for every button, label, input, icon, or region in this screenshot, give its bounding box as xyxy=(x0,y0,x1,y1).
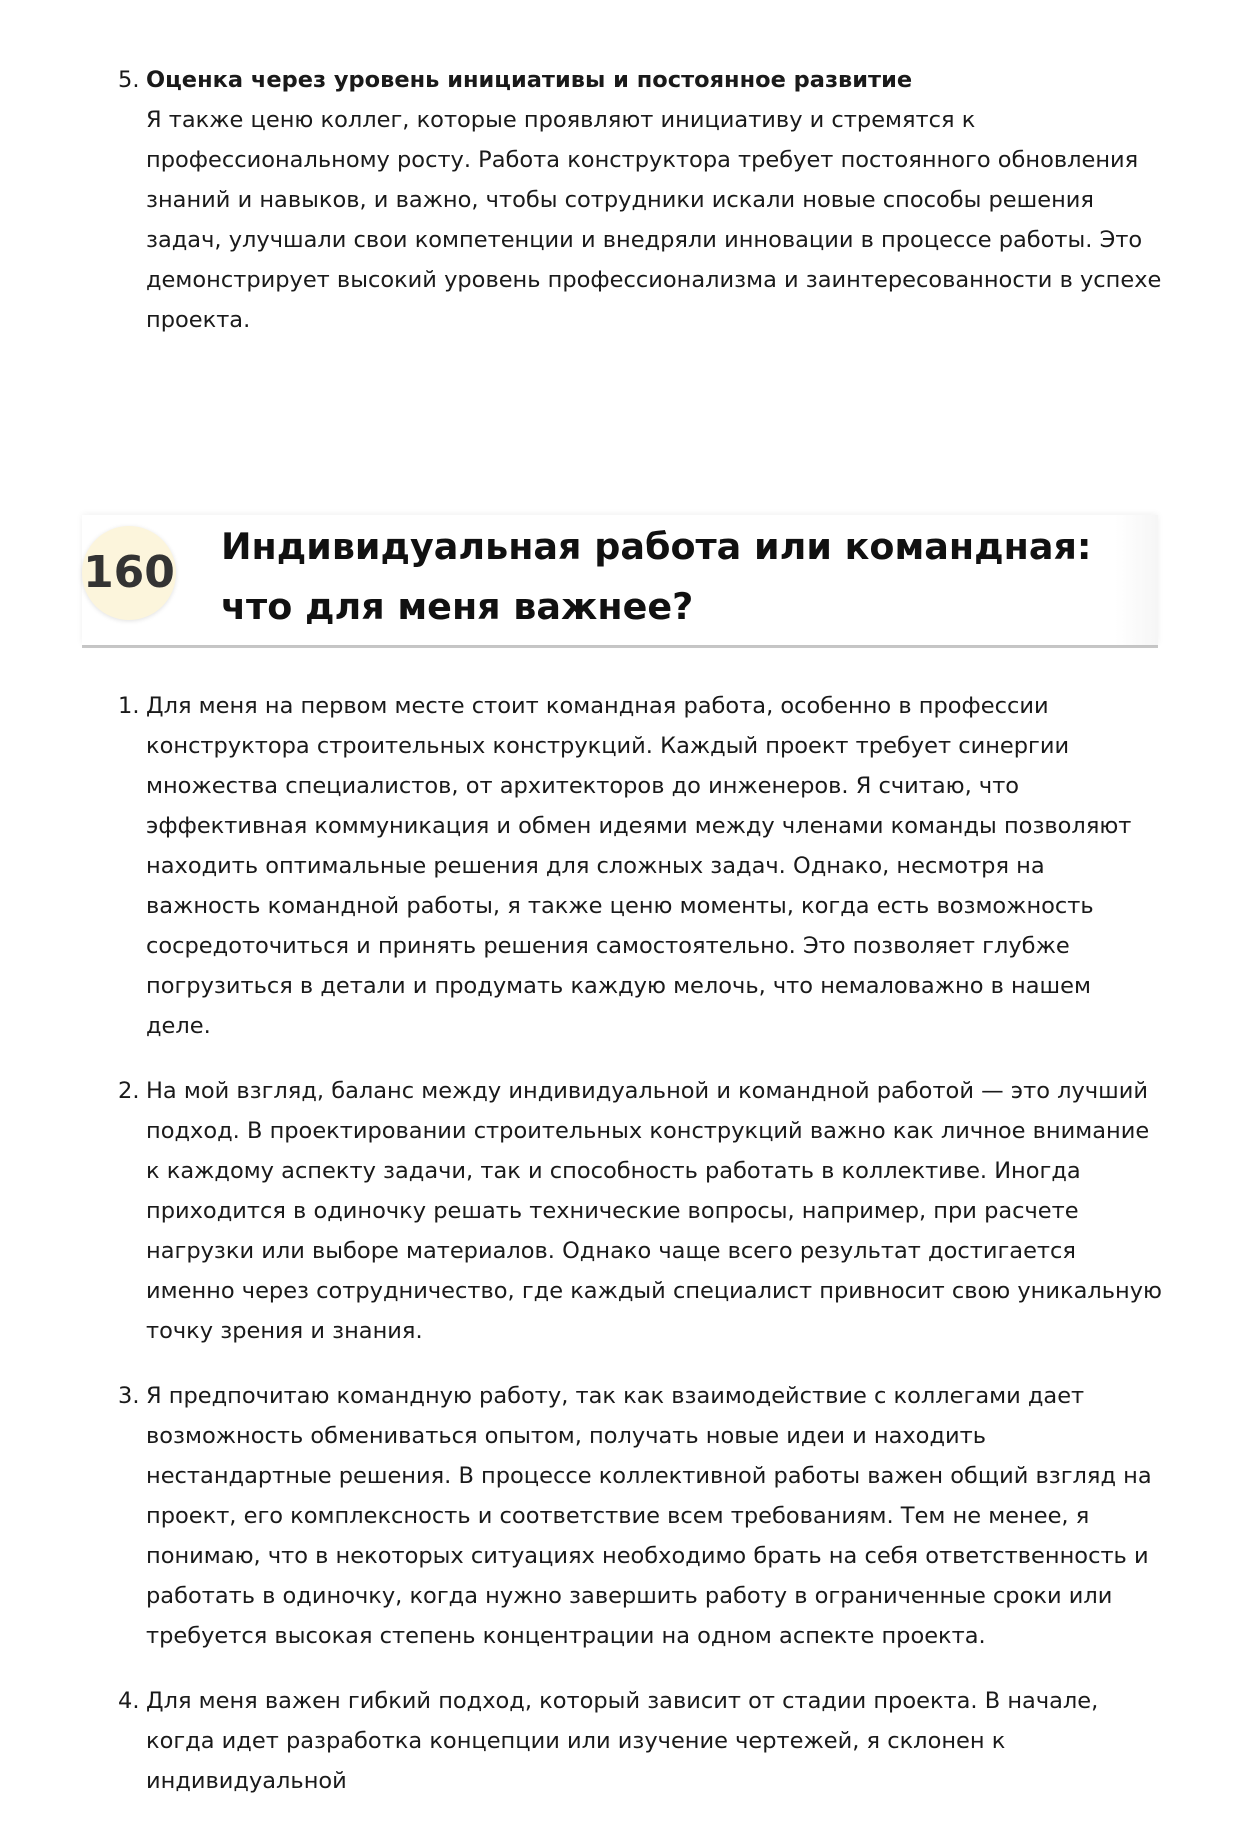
list-item xyxy=(118,1071,1162,1351)
list-item-text: Я также ценю коллег, которые проявляют инициативу и стремятся к профессиональному росту. Работа конструктора требует постоянного обновления знаний и навыков, и важно, чтобы сотрудники искали новые способы решения задач, улучшали свои компетенции и внедряли инновации в процессе работы. Это демонстрирует высокий уровень профессионализма и заинтересованности в успехе проекта. xyxy=(146,107,1162,333)
list-item-number: 1. xyxy=(118,693,140,719)
list-item-number: 5. xyxy=(118,67,140,93)
list-item xyxy=(118,1376,1162,1656)
list-item-text: Я предпочитаю командную работу, так как взаимодействие с коллегами дает возможность обмениваться опытом, получать новые идеи и находить нестандартные решения. В процессе коллективной работы важен общий взгляд на проект, его комплексность и соответствие всем требованиям. Тем не менее, я понимаю, что в некоторых ситуациях необходимо брать на себя ответственность и работать в одиночку, когда нужно завершить работу в ограниченные сроки или требуется высокая степень концентрации на одном аспекте проекта. xyxy=(146,1383,1152,1649)
list-item-number: 4. xyxy=(118,1688,140,1714)
list-item-number: 3. xyxy=(118,1383,140,1409)
list-item-text: Для меня важен гибкий подход, который зависит от стадии проекта. В начале, когда идет разработка концепции или изучение чертежей, я склонен к индивидуальной xyxy=(146,1688,1099,1794)
list-item xyxy=(118,1681,1162,1801)
list-item-text: Для меня на первом месте стоит командная работа, особенно в профессии конструктора строительных конструкций. Каждый проект требует синергии множества специалистов, от архитекторов до инженеров. Я считаю, что эффективная коммуникация и обмен идеями между членами команды позволяют находить оптимальные решения для сложных задач. Однако, несмотря на важность командной работы, я также ценю моменты, когда есть возможность сосредоточиться и принять решения самостоятельно. Это позволяет глубже погрузиться в детали и продумать каждую мелочь, что немаловажно в нашем деле. xyxy=(146,693,1132,1039)
list-item-text: На мой взгляд, баланс между индивидуальной и командной работой — это лучший подход. В проектировании строительных конструкций важно как личное внимание к каждому аспекту задачи, так и способность работать в коллективе. Иногда приходится в одиночку решать технические вопросы, например, при расчете нагрузки или выборе материалов. Однако чаще всего результат достигается именно через сотрудничество, где каждый специалист привносит свою уникальную точку зрения и знания. xyxy=(146,1078,1162,1344)
previous-answer-list xyxy=(118,60,1162,340)
section-header xyxy=(82,515,1158,648)
list-item xyxy=(118,686,1162,1046)
list-item xyxy=(118,60,1162,340)
list-item-title: Оценка через уровень инициативы и постоянное развитие xyxy=(146,67,913,93)
section-title: Индивидуальная работа или командная: что для меня важнее? xyxy=(221,525,1092,628)
list-item-number: 2. xyxy=(118,1078,140,1104)
answer-list xyxy=(118,686,1162,1826)
question-number-badge: 160 xyxy=(82,526,176,620)
